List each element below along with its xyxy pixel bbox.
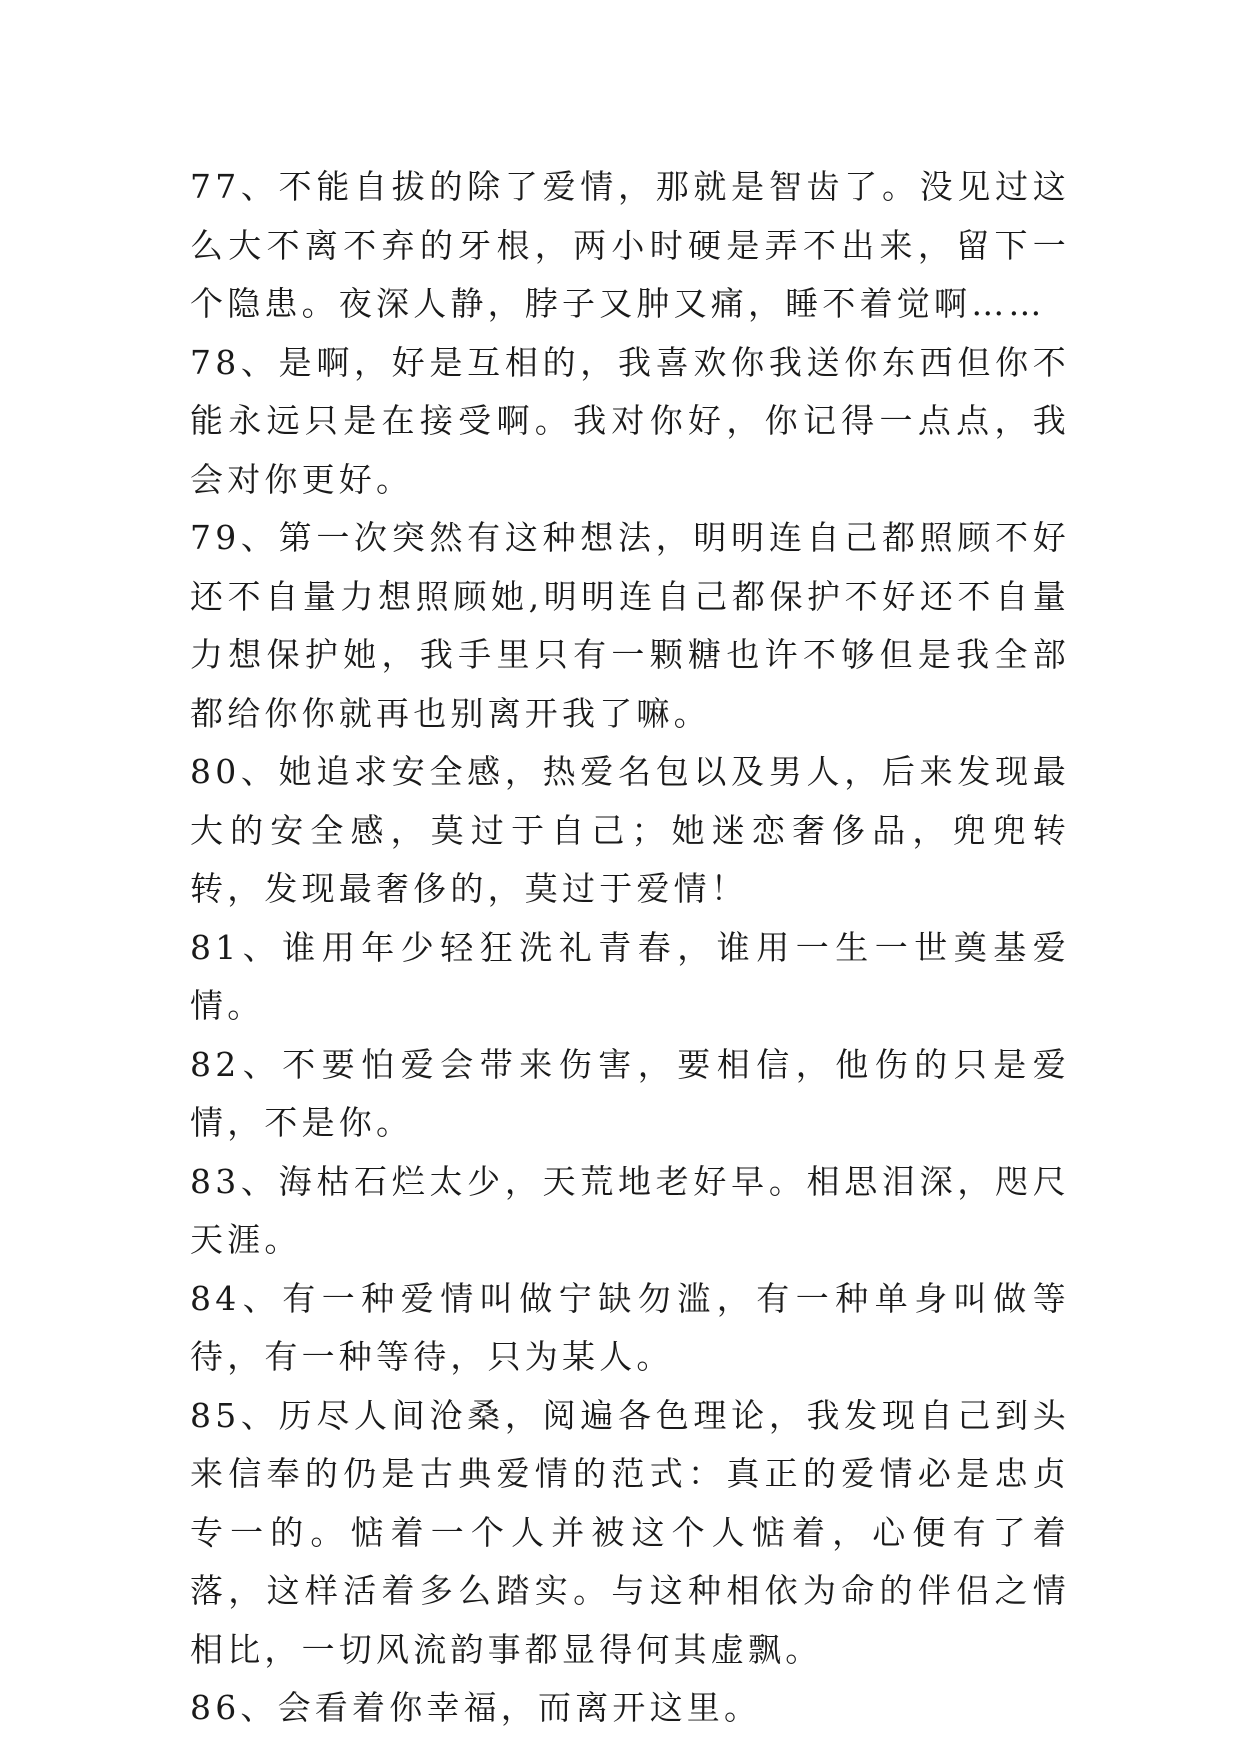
entry-77: 77、不能自拔的除了爱情，那就是智齿了。没见过这么大不离不弃的牙根，两小时硬是弄不出来，留下一个隐患。夜深人静，脖子又肿又痛，睡不着觉啊…… bbox=[190, 167, 1070, 323]
entry-86: 86、会看着你幸福，而离开这里。 bbox=[190, 1688, 762, 1727]
entry-81: 81、谁用年少轻狂洗礼青春，谁用一生一世奠基爱情。 bbox=[190, 927, 1070, 1025]
entry-84: 84、有一种爱情叫做宁缺勿滥，有一种单身叫做等待，有一种等待，只为某人。 bbox=[190, 1278, 1070, 1376]
entry-82: 82、不要怕爱会带来伤害，要相信，他伤的只是爱情，不是你。 bbox=[190, 1044, 1070, 1142]
document-body bbox=[190, 158, 1070, 1738]
entry-80: 80、她追求安全感，热爱名包以及男人，后来发现最大的安全感，莫过于自己；她迷恋奢侈品，兜兜转转，发现最奢侈的，莫过于爱情！ bbox=[190, 752, 1070, 908]
entry-78: 78、是啊，好是互相的，我喜欢你我送你东西但你不能永远只是在接受啊。我对你好，你记得一点点，我会对你更好。 bbox=[190, 342, 1070, 499]
entry-79: 79、第一次突然有这种想法，明明连自己都照顾不好还不自量力想照顾她,明明连自己都保护不好还不自量力想保护她，我手里只有一颗糖也许不够但是我全部都给你你就再也别离开我了嘛。 bbox=[190, 518, 1070, 733]
entry-85: 85、历尽人间沧桑，阅遍各色理论，我发现自己到头来信奉的仍是古典爱情的范式：真正的爱情必是忠贞专一的。惦着一个人并被这个人惦着，心便有了着落，这样活着多么踏实。与这种相依为命的伴侣之情相比，一切风流韵事都显得何其虚飘。 bbox=[190, 1395, 1070, 1669]
entry-83: 83、海枯石烂太少，天荒地老好早。相思泪深，咫尺天涯。 bbox=[190, 1161, 1070, 1259]
